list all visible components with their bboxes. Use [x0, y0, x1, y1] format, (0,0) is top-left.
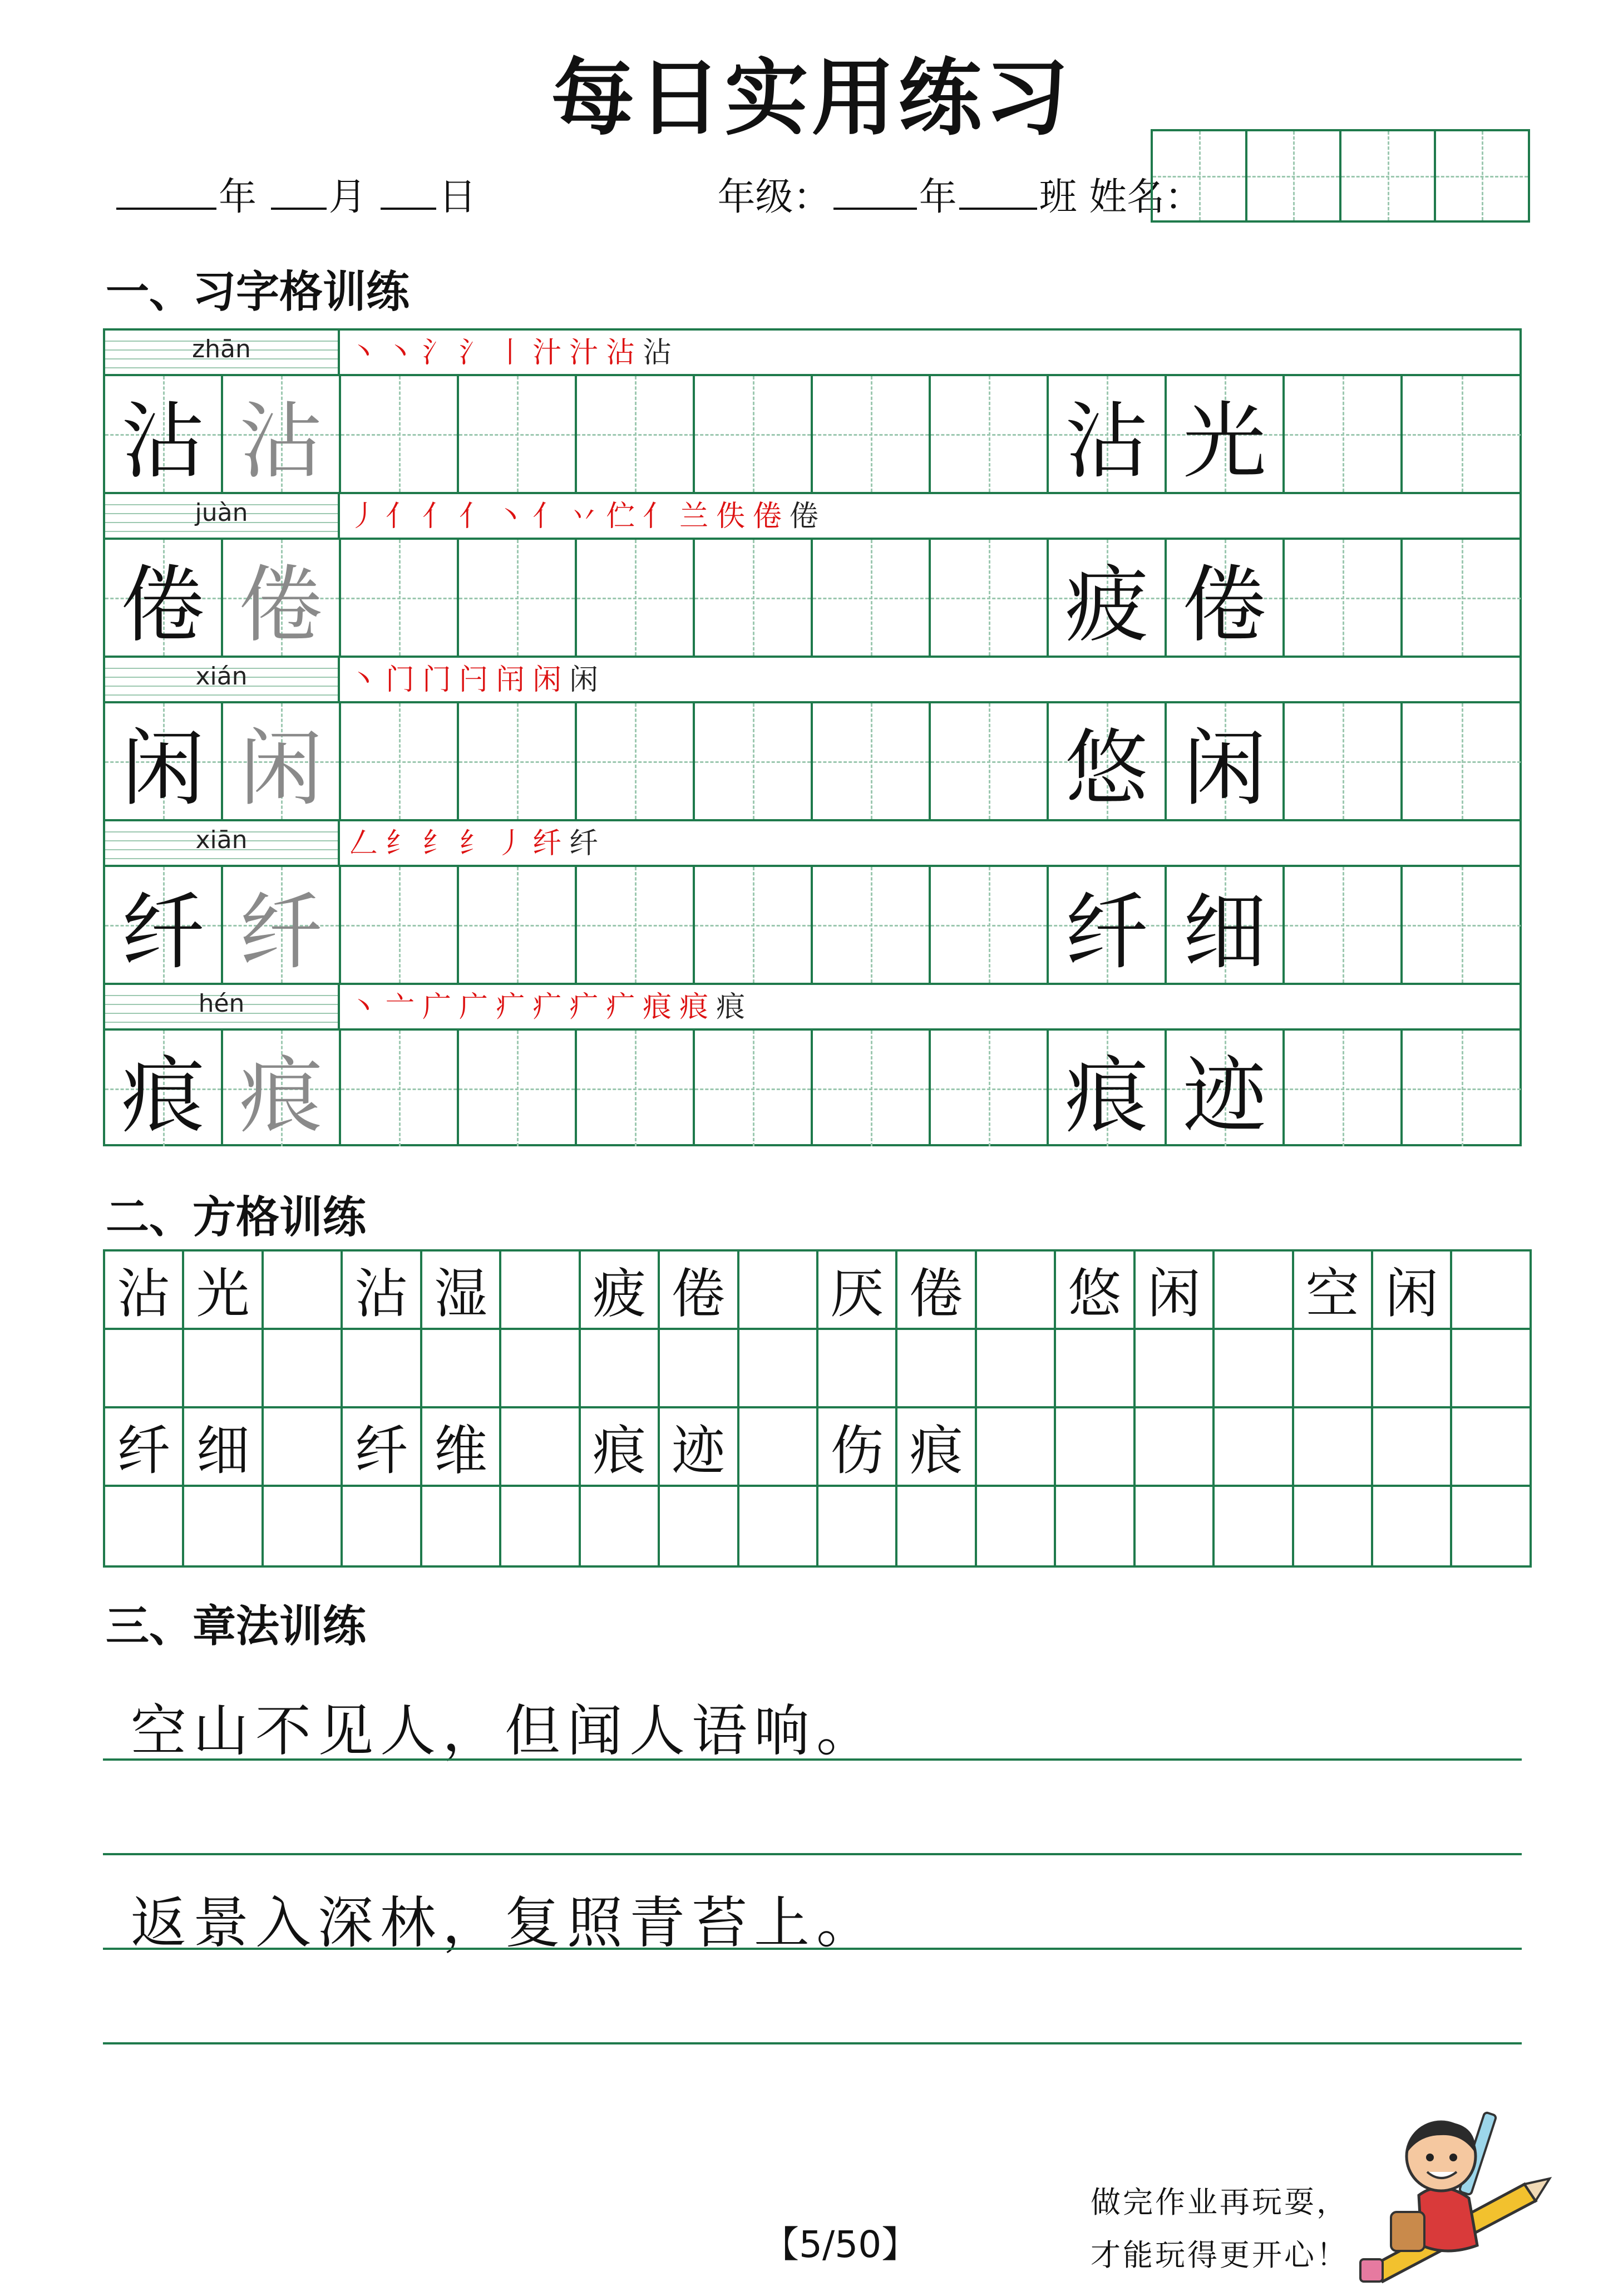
stroke-step: 丶 — [349, 991, 386, 1024]
tianzige-cell[interactable] — [695, 1031, 813, 1146]
tianzige-cell[interactable] — [695, 540, 813, 656]
sentence-2: 返景入深林，复照青苔上。 — [131, 1890, 879, 1955]
tianzige-cell[interactable] — [1285, 867, 1403, 983]
tianzige-cell[interactable] — [813, 1031, 931, 1146]
square-cell[interactable] — [105, 1487, 184, 1565]
word-character: 闲 — [1182, 721, 1266, 817]
model-character: 倦 — [121, 557, 205, 654]
square-cell[interactable]: 沾 — [105, 1252, 184, 1328]
stroke-step: 氵丨 — [459, 336, 533, 369]
stroke-step: 疒 — [606, 991, 643, 1024]
character-practice-grid — [103, 328, 1522, 1146]
square-cell[interactable] — [1136, 1408, 1215, 1485]
square-cell[interactable]: 疲 — [581, 1252, 660, 1328]
stroke-step: 闬 — [496, 663, 533, 697]
square-cell[interactable] — [818, 1487, 897, 1565]
stroke-step: 亻 — [422, 500, 460, 533]
square-cell[interactable] — [739, 1408, 818, 1485]
square-cell[interactable] — [184, 1487, 263, 1565]
stroke-step: 汁 — [569, 336, 606, 369]
square-cell[interactable] — [501, 1252, 580, 1328]
model-character: 纤 — [121, 884, 205, 981]
word-character: 倦 — [1182, 557, 1266, 654]
square-cell[interactable]: 细 — [184, 1408, 263, 1485]
stroke-step: 倦 — [790, 500, 827, 533]
pinyin-cell — [105, 658, 340, 701]
tianzige-cell[interactable] — [931, 540, 1049, 656]
tianzige-cell[interactable] — [1403, 1031, 1521, 1146]
tianzige-cell[interactable] — [813, 376, 931, 492]
tianzige-cell[interactable] — [223, 540, 341, 656]
trace-character: 沾 — [239, 393, 323, 490]
square-cell[interactable]: 闲 — [1136, 1252, 1215, 1328]
tianzige-cell[interactable] — [931, 703, 1049, 819]
square-cell[interactable]: 痕 — [581, 1408, 660, 1485]
square-cell[interactable] — [422, 1487, 501, 1565]
model-character: 痕 — [121, 1048, 205, 1145]
square-cell[interactable] — [897, 1330, 976, 1406]
tianzige-cell[interactable] — [1167, 540, 1285, 656]
square-cell[interactable]: 光 — [184, 1252, 263, 1328]
tianzige-cell[interactable] — [1403, 867, 1521, 983]
tianzige-cell[interactable] — [577, 376, 695, 492]
character-writing-row — [103, 1028, 1522, 1146]
square-cell[interactable] — [1056, 1330, 1135, 1406]
pinyin-text: xiān — [195, 826, 248, 854]
tianzige-cell[interactable] — [459, 867, 577, 983]
square-cell[interactable] — [1056, 1408, 1135, 1485]
square-cell[interactable] — [264, 1330, 343, 1406]
stroke-step: 丶 — [349, 663, 386, 697]
pinyin-stroke-row — [103, 328, 1522, 374]
grade-label: 年级： — [717, 175, 831, 219]
writing-line[interactable] — [103, 1853, 1522, 1855]
tianzige-cell[interactable] — [931, 376, 1049, 492]
tianzige-cell[interactable] — [931, 1031, 1049, 1146]
stroke-step: 痕 — [716, 991, 753, 1024]
square-cell[interactable] — [739, 1487, 818, 1565]
pinyin-stroke-row — [103, 492, 1522, 538]
square-cell[interactable] — [501, 1408, 580, 1485]
square-cell[interactable] — [105, 1330, 184, 1406]
tianzige-cell[interactable] — [1167, 1031, 1285, 1146]
tianzige-cell[interactable] — [577, 1031, 695, 1146]
tianzige-cell[interactable] — [577, 867, 695, 983]
square-cell[interactable]: 厌 — [818, 1252, 897, 1328]
stroke-step: 亠 — [386, 991, 423, 1024]
square-cell[interactable]: 闲 — [1373, 1252, 1452, 1328]
word-grid-row — [105, 1330, 1530, 1408]
word-grid-row — [105, 1408, 1530, 1487]
square-cell[interactable] — [1452, 1408, 1529, 1485]
tianzige-cell[interactable] — [1285, 540, 1403, 656]
character-writing-row — [103, 865, 1522, 983]
tianzige-cell[interactable] — [695, 703, 813, 819]
square-cell[interactable]: 维 — [422, 1408, 501, 1485]
stroke-step: 纤 — [569, 827, 606, 860]
pinyin-stroke-row — [103, 819, 1522, 865]
word-character: 痕 — [1064, 1048, 1148, 1145]
pinyin-text: hén — [198, 989, 245, 1018]
square-cell[interactable] — [1294, 1408, 1373, 1485]
square-cell[interactable] — [1373, 1408, 1452, 1485]
tianzige-cell[interactable] — [223, 376, 341, 492]
day-blank[interactable] — [381, 196, 436, 210]
page-number: 【5/50】 — [762, 2223, 919, 2266]
tianzige-cell[interactable] — [341, 540, 459, 656]
square-cell[interactable] — [1215, 1487, 1294, 1565]
student-pencil-illustration — [1358, 2101, 1558, 2284]
stroke-step: 伫 — [606, 500, 643, 533]
word-character: 细 — [1182, 884, 1266, 981]
tianzige-cell[interactable] — [1049, 867, 1167, 983]
stroke-order-sequence — [340, 985, 1520, 1028]
word-square-grid — [103, 1249, 1532, 1568]
tianzige-cell[interactable] — [1285, 376, 1403, 492]
square-cell[interactable] — [739, 1252, 818, 1328]
stroke-step: 闲 — [532, 663, 570, 697]
stroke-step: 纤 — [532, 827, 570, 860]
stroke-order-sequence — [340, 331, 1520, 374]
square-cell[interactable] — [1215, 1408, 1294, 1485]
square-cell[interactable]: 纤 — [105, 1408, 184, 1485]
stroke-step: 门 — [386, 663, 423, 697]
section-2-title: 二、方格训练 — [106, 1193, 367, 1243]
tianzige-cell[interactable] — [459, 376, 577, 492]
day-label: 日 — [438, 175, 477, 219]
pinyin-text: xián — [195, 662, 248, 691]
stroke-order-sequence — [340, 494, 1520, 538]
stroke-step: 纟 — [422, 827, 460, 860]
square-cell[interactable]: 纤 — [343, 1408, 422, 1485]
year-label: 年 — [219, 175, 257, 219]
slogan-line-1: 做完作业再玩耍， — [1091, 2185, 1349, 2220]
tianzige-cell[interactable] — [105, 703, 223, 819]
square-cell[interactable] — [897, 1487, 976, 1565]
tianzige-cell[interactable] — [1285, 1031, 1403, 1146]
square-cell[interactable] — [818, 1330, 897, 1406]
tianzige-cell[interactable] — [223, 867, 341, 983]
square-cell[interactable]: 倦 — [660, 1252, 739, 1328]
square-cell[interactable] — [977, 1330, 1056, 1406]
word-grid-row — [105, 1252, 1530, 1330]
pinyin-stroke-row — [103, 983, 1522, 1028]
tianzige-cell[interactable] — [223, 1031, 341, 1146]
square-cell[interactable]: 湿 — [422, 1252, 501, 1328]
word-character: 疲 — [1064, 557, 1148, 654]
character-writing-row — [103, 701, 1522, 819]
square-cell[interactable] — [1294, 1330, 1373, 1406]
square-cell[interactable] — [1452, 1487, 1529, 1565]
stroke-step: 亻丶 — [459, 500, 533, 533]
tianzige-cell[interactable] — [695, 376, 813, 492]
word-grid-row — [105, 1487, 1530, 1565]
stroke-step: 氵 — [422, 336, 460, 369]
tianzige-cell[interactable] — [223, 703, 341, 819]
stroke-step: 疒 — [496, 991, 533, 1024]
stroke-step: 亻丷 — [532, 500, 606, 533]
section-1-title: 一、习字格训练 — [106, 267, 410, 317]
square-cell[interactable]: 痕 — [897, 1408, 976, 1485]
tianzige-cell[interactable] — [341, 1031, 459, 1146]
trace-character: 闲 — [239, 721, 323, 817]
stroke-order-sequence — [340, 821, 1520, 865]
tianzige-cell[interactable] — [1403, 376, 1521, 492]
square-cell[interactable] — [1373, 1330, 1452, 1406]
trace-character: 倦 — [239, 557, 323, 654]
stroke-step: 门 — [422, 663, 460, 697]
pinyin-cell — [105, 331, 340, 374]
stroke-step: 痕 — [679, 991, 717, 1024]
tianzige-cell[interactable] — [1049, 540, 1167, 656]
tianzige-cell[interactable] — [813, 540, 931, 656]
pinyin-cell — [105, 985, 340, 1028]
stroke-step: 汁 — [532, 336, 570, 369]
stroke-step: 痕 — [643, 991, 680, 1024]
pinyin-stroke-row — [103, 656, 1522, 701]
square-cell[interactable] — [581, 1330, 660, 1406]
tianzige-cell[interactable] — [1403, 540, 1521, 656]
square-cell[interactable]: 空 — [1294, 1252, 1373, 1328]
square-cell[interactable]: 倦 — [897, 1252, 976, 1328]
square-cell[interactable] — [343, 1330, 422, 1406]
square-cell[interactable]: 伤 — [818, 1408, 897, 1485]
grade-blank[interactable] — [833, 196, 917, 210]
square-cell[interactable] — [1452, 1252, 1529, 1328]
tianzige-cell[interactable] — [931, 867, 1049, 983]
square-cell[interactable] — [660, 1330, 739, 1406]
tianzige-cell[interactable] — [1285, 703, 1403, 819]
name-label: 姓名： — [1089, 175, 1203, 219]
stroke-step: 广 — [459, 991, 496, 1024]
stroke-step: 疒 — [532, 991, 570, 1024]
word-character: 光 — [1182, 393, 1266, 490]
square-cell[interactable]: 悠 — [1056, 1252, 1135, 1328]
pinyin-text: juàn — [195, 499, 248, 527]
tianzige-cell[interactable] — [1049, 376, 1167, 492]
tianzige-cell[interactable] — [695, 867, 813, 983]
tianzige-cell[interactable] — [459, 1031, 577, 1146]
trace-character: 痕 — [239, 1048, 323, 1145]
square-cell[interactable] — [184, 1330, 263, 1406]
stroke-step: 丿 — [349, 500, 386, 533]
square-cell[interactable] — [1136, 1330, 1215, 1406]
tianzige-cell[interactable] — [1167, 867, 1285, 983]
class-label: 班 — [1039, 175, 1077, 219]
word-character: 迹 — [1182, 1048, 1266, 1145]
tianzige-cell[interactable] — [341, 867, 459, 983]
square-cell[interactable] — [739, 1330, 818, 1406]
pinyin-cell — [105, 494, 340, 538]
tianzige-cell[interactable] — [1167, 703, 1285, 819]
stroke-step: 闩 — [459, 663, 496, 697]
square-cell[interactable] — [1215, 1252, 1294, 1328]
stroke-step: 沾 — [643, 336, 680, 369]
square-cell[interactable] — [977, 1252, 1056, 1328]
word-character: 沾 — [1064, 393, 1148, 490]
stroke-step: 广 — [422, 991, 460, 1024]
character-writing-row — [103, 538, 1522, 656]
tianzige-cell[interactable] — [1167, 376, 1285, 492]
tianzige-cell[interactable] — [105, 1031, 223, 1146]
stroke-step: 𠃋 — [349, 827, 386, 860]
tianzige-cell[interactable] — [813, 703, 931, 819]
trace-character: 纤 — [239, 884, 323, 981]
square-cell[interactable]: 沾 — [343, 1252, 422, 1328]
month-blank[interactable] — [271, 196, 327, 210]
tianzige-cell[interactable] — [105, 540, 223, 656]
tianzige-cell[interactable] — [1403, 703, 1521, 819]
model-character: 沾 — [121, 393, 205, 490]
stroke-step: 佚 — [716, 500, 753, 533]
square-cell[interactable] — [1373, 1487, 1452, 1565]
tianzige-cell[interactable] — [577, 703, 695, 819]
tianzige-cell[interactable] — [1049, 1031, 1167, 1146]
tianzige-cell[interactable] — [459, 540, 577, 656]
writing-line[interactable] — [103, 1758, 1522, 1761]
month-label: 月 — [328, 175, 367, 219]
square-cell[interactable] — [1056, 1487, 1135, 1565]
date-and-name-line — [114, 167, 1202, 221]
square-cell[interactable] — [1136, 1487, 1215, 1565]
tianzige-cell[interactable] — [105, 867, 223, 983]
page-title: 每日实用练习 — [551, 50, 1072, 147]
stroke-order-sequence — [340, 658, 1520, 701]
square-cell[interactable]: 迹 — [660, 1408, 739, 1485]
tianzige-cell[interactable] — [577, 540, 695, 656]
section-3-title: 三、章法训练 — [106, 1602, 367, 1652]
stroke-step: 丶 — [349, 336, 386, 369]
stroke-step: 亻 — [386, 500, 423, 533]
character-writing-row — [103, 374, 1522, 492]
slogan-line-2: 才能玩得更开心！ — [1091, 2238, 1349, 2273]
year-blank[interactable] — [116, 196, 216, 210]
tianzige-cell[interactable] — [341, 376, 459, 492]
square-cell[interactable] — [264, 1252, 343, 1328]
stroke-step: 倦 — [753, 500, 790, 533]
tianzige-cell[interactable] — [341, 703, 459, 819]
grade-year-label: 年 — [919, 175, 957, 219]
stroke-step: 纟丿 — [459, 827, 533, 860]
square-cell[interactable] — [1452, 1330, 1529, 1406]
square-cell[interactable] — [264, 1408, 343, 1485]
tianzige-cell[interactable] — [813, 867, 931, 983]
sentence-1: 空山不见人，但闻人语响。 — [131, 1698, 879, 1763]
word-character: 悠 — [1064, 721, 1148, 817]
class-blank[interactable] — [959, 196, 1037, 210]
model-character: 闲 — [121, 721, 205, 817]
word-character: 纤 — [1064, 884, 1148, 981]
square-cell[interactable] — [1215, 1330, 1294, 1406]
name-writing-grid[interactable] — [1151, 129, 1530, 223]
writing-line[interactable] — [103, 2042, 1522, 2044]
tianzige-cell[interactable] — [1049, 703, 1167, 819]
tianzige-cell[interactable] — [459, 703, 577, 819]
square-cell[interactable] — [581, 1487, 660, 1565]
stroke-step: 沾 — [606, 336, 643, 369]
stroke-step: 闲 — [569, 663, 606, 697]
stroke-step: 丶 — [386, 336, 423, 369]
square-cell[interactable] — [264, 1487, 343, 1565]
square-cell[interactable] — [977, 1487, 1056, 1565]
square-cell[interactable] — [343, 1487, 422, 1565]
square-cell[interactable] — [977, 1408, 1056, 1485]
square-cell[interactable] — [501, 1487, 580, 1565]
writing-line[interactable] — [103, 1948, 1522, 1950]
stroke-step: 亻兰 — [643, 500, 717, 533]
square-cell[interactable] — [1294, 1487, 1373, 1565]
square-cell[interactable] — [422, 1330, 501, 1406]
stroke-step: 纟 — [386, 827, 423, 860]
square-cell[interactable] — [660, 1487, 739, 1565]
pinyin-text: zhān — [192, 335, 251, 363]
pinyin-cell — [105, 821, 340, 865]
square-cell[interactable] — [501, 1330, 580, 1406]
stroke-step: 疒 — [569, 991, 606, 1024]
tianzige-cell[interactable] — [105, 376, 223, 492]
